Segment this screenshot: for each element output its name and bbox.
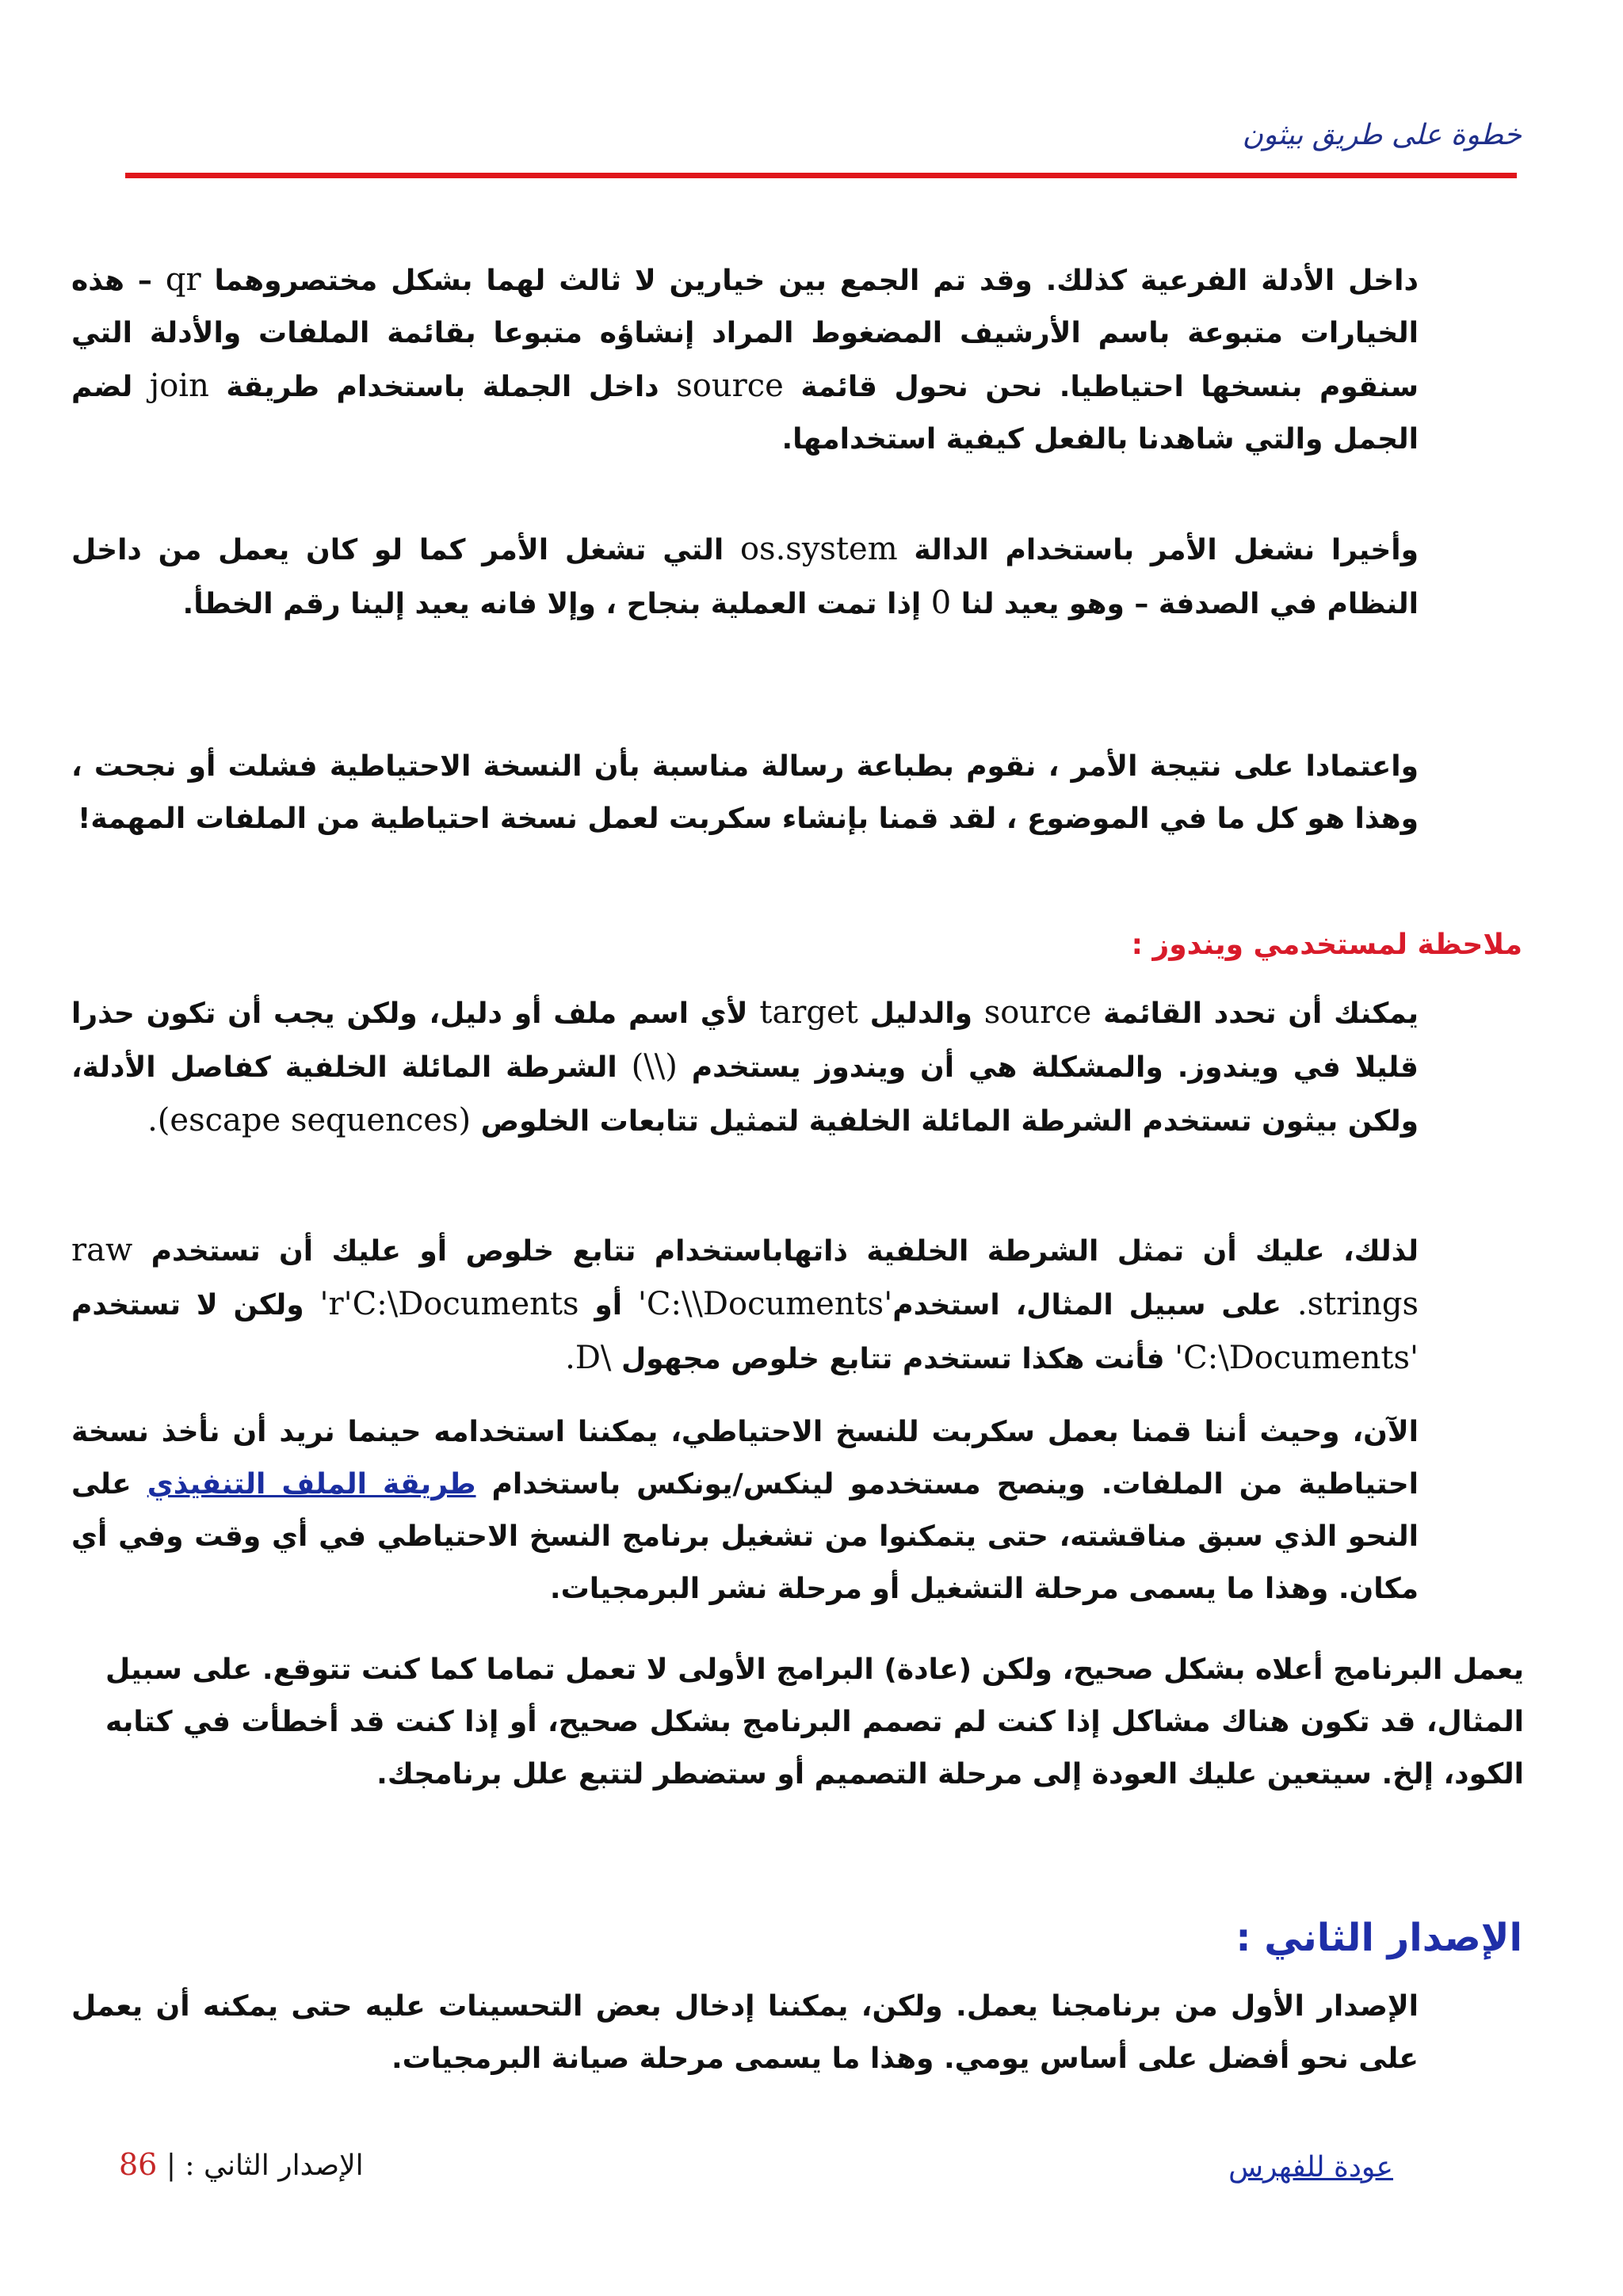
page-number: 86	[119, 2147, 158, 2182]
windows-note-title: ملاحظة لمستخدمي ويندوز :	[1131, 929, 1522, 961]
code-source: source	[676, 368, 784, 404]
executable-file-link[interactable]: طريقة الملف التنفيذي	[147, 1468, 476, 1501]
header-divider	[125, 173, 1517, 178]
code-join: join	[149, 368, 209, 404]
paragraph-7: يعمل البرنامج أعلاه بشكل صحيح، ولكن (عادة) البرامج الأولى لا تعمل تماما كما كنت تتوقع. على سبيل المثال، قد تكون هناك مشاكل إذا كنت لم تصمم البرنامج بشكل صحيح، أو إذا كنت قد أخطأت في كتابه الكود، إلخ. سيتعين عليك العودة إلى مرحلة التصميم أو ستضطر لتتبع علل برنامجك.	[105, 1653, 1524, 1791]
code-qr: qr	[165, 261, 201, 298]
paragraph-4: يمكنك أن تحدد القائمة source والدليل target لأي اسم ملف أو دليل، ولكن يجب أن تكون حذرا قليلا في ويندوز. والمشكلة هي أن ويندوز يستخدم (\\) الشرطة المائلة الخلفية كفاصل الأدلة، ولكن بيثون تستخدم الشرطة المائلة الخلفية لتمثيل تتابعات الخلوص (escape sequences).	[71, 994, 1419, 1138]
paragraph-5: لذلك، عليك أن تمثل الشرطة الخلفية ذاتهاباستخدام تتابع خلوص أو عليك أن تستخدم raw strings. على سبيل المثال، استخدم'C:\\Documents' أو r'C:\Documents' ولكن لا تستخدم 'C:\Documents' فأنت هكذا تستخدم تتابع خلوص مجهول \D.	[71, 1232, 1419, 1376]
paragraph-2: وأخيرا نشغل الأمر باستخدام الدالة os.system التي تشغل الأمر كما لو كان يعمل من داخل النظام في الصدفة – وهو يعيد لنا 0 إذا تمت العملية بنجاح ، وإلا فانه يعيد إلينا رقم الخطأ.	[71, 531, 1419, 621]
section-title-version-two: الإصدار الثاني :	[1235, 1916, 1522, 1960]
code-os-system: os.system	[739, 531, 898, 567]
footer-separator: |	[166, 2149, 176, 2182]
running-header-title: خطوة على طريق بيثون	[1242, 119, 1522, 151]
paragraph-1: داخل الأدلة الفرعية كذلك. وقد تم الجمع بين خيارين لا ثالث لهما بشكل مختصروهما qr – هذه الخيارات متبوعة باسم الأرشيف المضغوط المراد إنشاؤه متبوعا بقائمة الملفات والأدلة التي سنقوم بنسخها احتياطيا. نحن نحول قائمة source داخل الجملة باستخدام طريقة join لضم الجمل والتي شاهدنا بالفعل كيفية استخدامها.	[71, 261, 1419, 456]
footer-page-info	[119, 2147, 364, 2182]
paragraph-8: الإصدار الأول من برنامجنا يعمل. ولكن، يمكننا إدخال بعض التحسينات عليه حتى يمكنه أن يعمل على نحو أفضل على أساس يومي. وهذا ما يسمى مرحلة صيانة البرمجيات.	[71, 1990, 1419, 2075]
paragraph-3: واعتمادا على نتيجة الأمر ، نقوم بطباعة رسالة مناسبة بأن النسخة الاحتياطية فشلت أو نجحت ، وهذا هو كل ما في الموضوع ، لقد قمنا بإنشاء سكربت لعمل نسخة احتياطية من الملفات المهمة!	[71, 750, 1419, 835]
back-to-index-link[interactable]: عودة للفهرس	[1228, 2151, 1393, 2183]
footer-section-label: الإصدار الثاني :	[185, 2149, 364, 2182]
paragraph-6: الآن، وحيث أننا قمنا بعمل سكربت للنسخ الاحتياطي، يمكننا استخدامه حينما نريد أن نأخذ نسخة احتياطية من الملفات. وينصح مستخدمو لينكس/يونكس باستخدام طريقة الملف التنفيذي على النحو الذي سبق مناقشته، حتى يتمكنوا من تشغيل برنامج النسخ الاحتياطي في أي وقت وفي أي مكان. وهذا ما يسمى مرحلة التشغيل أو مرحلة نشر البرمجيات.	[71, 1416, 1419, 1605]
code-zero: 0	[930, 585, 952, 621]
